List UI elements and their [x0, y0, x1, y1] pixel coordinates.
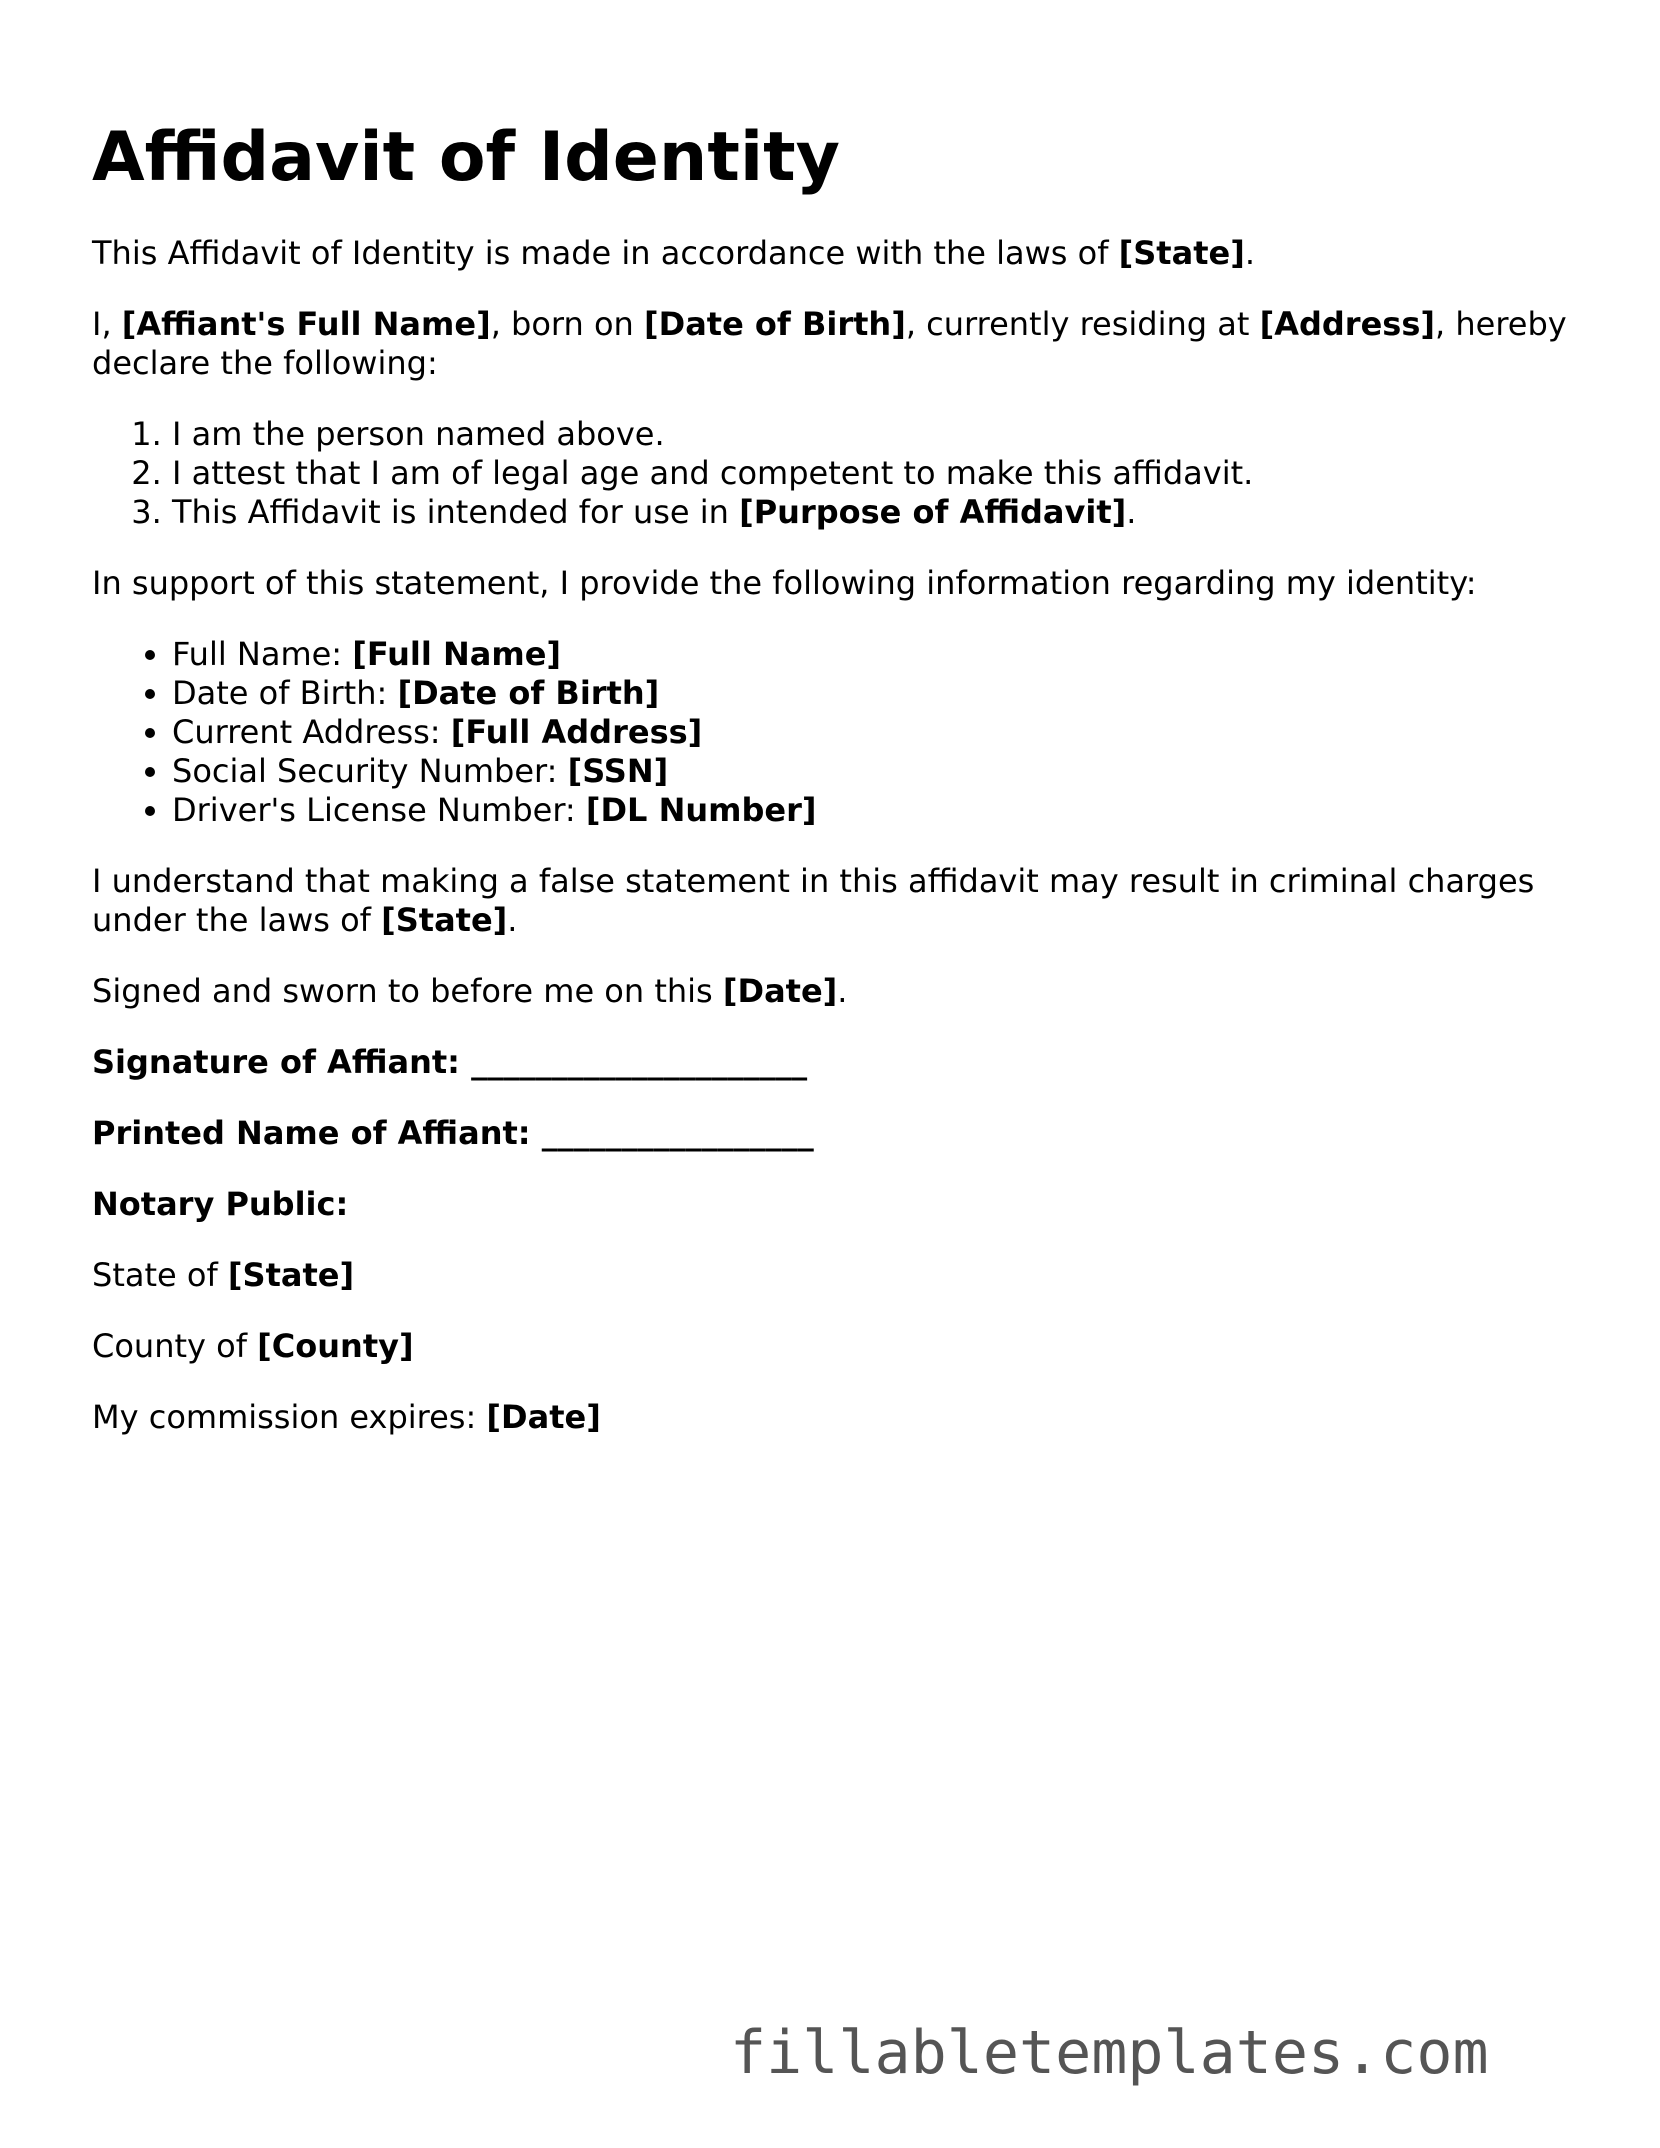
- intro-paragraph: This Affidavit of Identity is made in accordance with the laws of [State].: [92, 234, 1255, 272]
- statement-item: 2. I attest that I am of legal age and competent to make this affidavit.: [172, 454, 1572, 493]
- printed-name-line[interactable]: Printed Name of Affiant: _________________: [92, 1114, 814, 1152]
- document-title: Affidavit of Identity: [92, 118, 840, 197]
- notary-state: State of [State]: [92, 1256, 355, 1294]
- commission-expiry: My commission expires: [Date]: [92, 1398, 601, 1436]
- identity-item-full-name: • Full Name: [Full Name]: [172, 635, 1572, 674]
- identity-item-dl: • Driver's License Number: [DL Number]: [172, 791, 1572, 830]
- identity-item-dob: • Date of Birth: [Date of Birth]: [172, 674, 1572, 713]
- footer-watermark: fillabletemplates.com: [730, 2018, 1489, 2088]
- signature-line[interactable]: Signature of Affiant: _____________________: [92, 1043, 808, 1081]
- statements-list: [92, 415, 1572, 532]
- identity-info-list: [92, 635, 1572, 830]
- support-intro: In support of this statement, I provide the following information regarding my identity:: [92, 564, 1477, 602]
- document-body: [92, 234, 1572, 1469]
- purpose-placeholder: [Purpose of Affidavit]: [739, 493, 1127, 531]
- declaration-paragraph: I, [Affiant's Full Name], born on [Date of Birth], currently residing at [Address], hereby declare the following:: [92, 305, 1567, 382]
- identity-item-address: • Current Address: [Full Address]: [172, 713, 1572, 752]
- identity-item-ssn: • Social Security Number: [SSN]: [172, 752, 1572, 791]
- address-placeholder: [Address]: [1259, 305, 1435, 343]
- statement-item: 1. I am the person named above.: [172, 415, 1572, 454]
- statement-item: 3. This Affidavit is intended for use in [Purpose of Affidavit].: [172, 493, 1572, 532]
- notary-heading: Notary Public:: [92, 1185, 349, 1223]
- dob-placeholder: [Date of Birth]: [644, 305, 906, 343]
- notary-county: County of [County]: [92, 1327, 414, 1365]
- state-placeholder: [State]: [1118, 234, 1245, 272]
- affiant-name-placeholder: [Affiant's Full Name]: [121, 305, 491, 343]
- warning-paragraph: I understand that making a false statement in this affidavit may result in criminal charges under the laws of [State].: [92, 862, 1535, 939]
- sworn-paragraph: Signed and sworn to before me on this [Date].: [92, 972, 848, 1010]
